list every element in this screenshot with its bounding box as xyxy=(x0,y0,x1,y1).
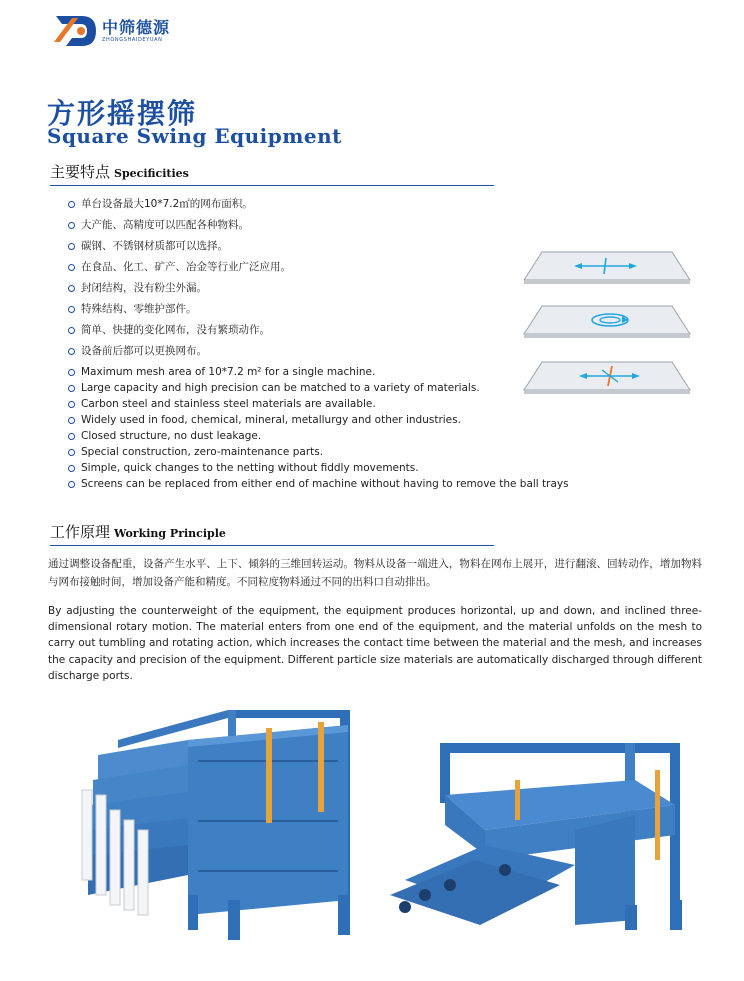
working-principle-text-en: By adjusting the counterweight of the equipment, the equipment produces horizontal, up and down, and inclined three-dimensional rotary motion. The material enters from one end of the equipment, and the material unfolds on the mesh to carry out tumbling and rotating action, which increases the contact time between the material and the mesh, and increases the capacity and precision of the equipment. Different particle size materials are automatically discharged through different discharge ports. xyxy=(48,605,702,682)
features-list-cn xyxy=(68,197,291,365)
list-item: 特殊结构、零维护部件。 xyxy=(68,302,291,323)
list-item: 大产能、高精度可以匹配各种物料。 xyxy=(68,218,291,239)
brand-logo xyxy=(52,12,170,50)
brand-name-en: ZHONGSHAIDEYUAN xyxy=(102,37,163,43)
mesh-circular-motion-icon xyxy=(522,302,692,344)
page-title-en: Square Swing Equipment xyxy=(47,124,342,148)
list-item: Closed structure, no dust leakage. xyxy=(68,430,569,446)
page-title-cn: 方形摇摆筛 xyxy=(47,97,198,130)
list-item: Simple, quick changes to the netting without fiddly movements. xyxy=(68,462,569,478)
list-item: 设备前后都可以更换网布。 xyxy=(68,344,291,365)
mesh-linear-motion-icon xyxy=(522,248,692,290)
features-list-en xyxy=(68,366,569,494)
list-item: Screens can be replaced from either end of machine without having to remove the ball trays xyxy=(68,478,569,494)
list-item: 简单、快捷的变化网布，没有繁琐动作。 xyxy=(68,323,291,344)
working-principle-text-cn: 通过调整设备配重，设备产生水平、上下、倾斜的三维回转运动。物料从设备一端进入，物料在网布上展开，进行翻滚、回转动作，增加物料与网布接触时间，增加设备产能和精度。不同粒度物料通过不同的出料口自动排出。 xyxy=(48,558,702,588)
mesh-elliptical-motion-icon xyxy=(522,358,692,400)
list-item: 碳钢、不锈钢材质都可以选择。 xyxy=(68,239,291,260)
brand-name-cn: 中筛德源 xyxy=(102,18,171,37)
list-item: Carbon steel and stainless steel materials are available. xyxy=(68,398,569,414)
list-item: 封闭结构，没有粉尘外漏。 xyxy=(68,281,291,302)
specifications-heading xyxy=(50,161,494,186)
list-item: 在食品、化工、矿产、冶金等行业广泛应用。 xyxy=(68,260,291,281)
list-item: Widely used in food, chemical, mineral, metallurgy and other industries. xyxy=(68,414,569,430)
specifications-heading-en: Specificities xyxy=(114,167,189,180)
list-item: 单台设备最大10*7.2㎡的网布面积。 xyxy=(68,197,291,218)
machine-photo-side xyxy=(385,735,695,935)
machine-photo-front xyxy=(78,700,368,945)
list-item: Special construction, zero-maintenance parts. xyxy=(68,446,569,462)
specifications-heading-cn: 主要特点 xyxy=(50,163,111,181)
list-item: Large capacity and high precision can be matched to a variety of materials. xyxy=(68,382,569,398)
working-principle-heading-en: Working Principle xyxy=(114,527,226,540)
working-principle-heading-cn: 工作原理 xyxy=(50,523,111,541)
logo-mark-icon xyxy=(52,12,98,50)
list-item: Maximum mesh area of 10*7.2 m² for a single machine. xyxy=(68,366,569,382)
working-principle-heading xyxy=(50,521,494,546)
